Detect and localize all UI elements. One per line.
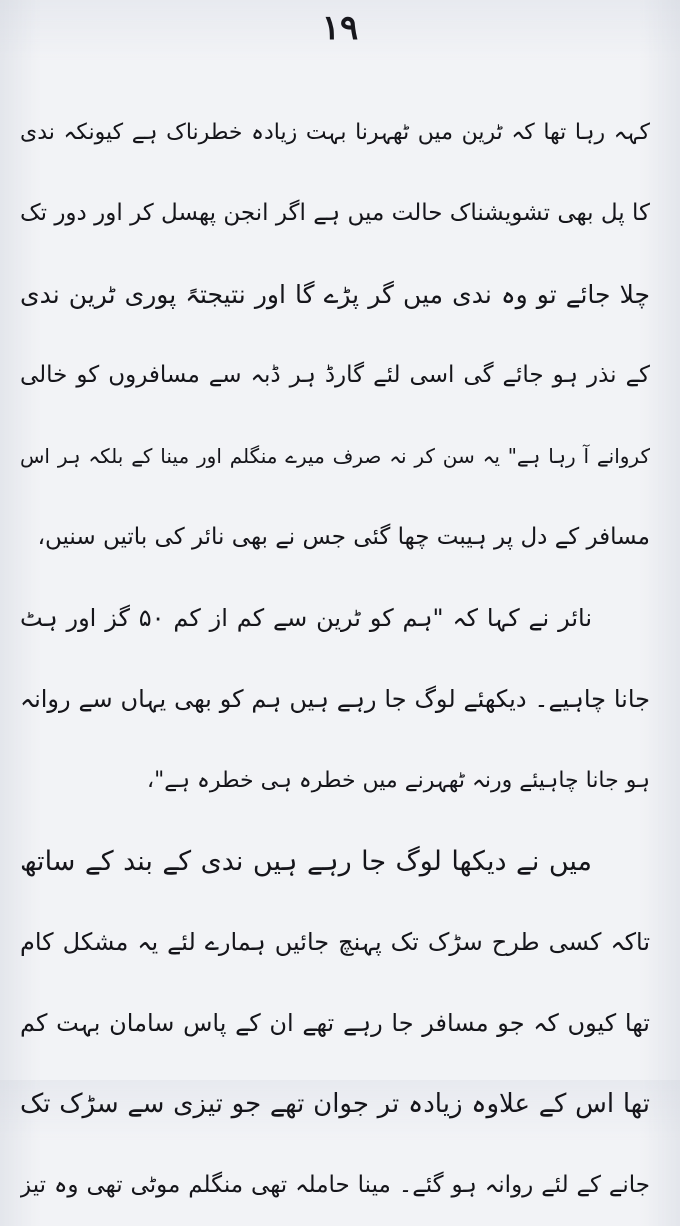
text-line: چلا جائے تو وہ ندی میں گر پڑے گا اور نتیجتہً پوری ٹرین ندی [20,280,650,309]
text-line: تھا اس کے علاوہ زیادہ تر جوان تھے جو تیزی سے سڑک تک [20,1089,650,1119]
text-line: میں نے دیکھا لوگ جا رہے ہیں ندی کے بند کے ساتھ [20,846,592,877]
text-line: جانا چاہیے۔ دیکھئے لوگ جا رہے ہیں ہم کو بھی یہاں سے روانہ [20,685,650,713]
text-line: مسافر کے دل پر ہیبت چھا گئی جس نے بھی نائر کی باتیں سنیں، [37,524,650,550]
text-line: ہو جانا چاہیئے ورنہ ٹھہرنے میں خطرہ ہی خطرہ ہے"، [146,768,650,793]
text-line: کا پل بھی تشویشناک حالت میں ہے اگر انجن پھسل کر اور دور تک [20,200,650,226]
text-line: کے نذر ہو جائے گی اسی لئے گارڈ ہر ڈبہ سے مسافروں کو خالی [20,362,650,388]
text-line: نائر نے کہا کہ "ہم کو ٹرین سے کم از کم ۵۰ گز اور ہٹ [20,604,593,632]
body-text [20,92,650,1226]
text-line: کہہ رہا تھا کہ ٹرین میں ٹھہرنا بہت زیادہ خطرناک ہے کیونکہ ندی [20,120,650,145]
text-line: تھا کیوں کہ جو مسافر جا رہے تھے ان کے پاس سامان بہت کم [20,1009,650,1037]
text-line: جانے کے لئے روانہ ہو گئے۔ مینا حاملہ تھی منگلم موٹی تھی وہ تیز [20,1172,650,1198]
text-line: تاکہ کسی طرح سڑک تک پہنچ جائیں ہمارے لئے یہ مشکل کام [20,928,650,956]
page-number: ۱۹ [321,8,359,48]
text-line: کروانے آ رہا ہے" یہ سن کر نہ صرف میرے منگلم اور مینا کے بلکہ ہر اس [20,444,650,468]
